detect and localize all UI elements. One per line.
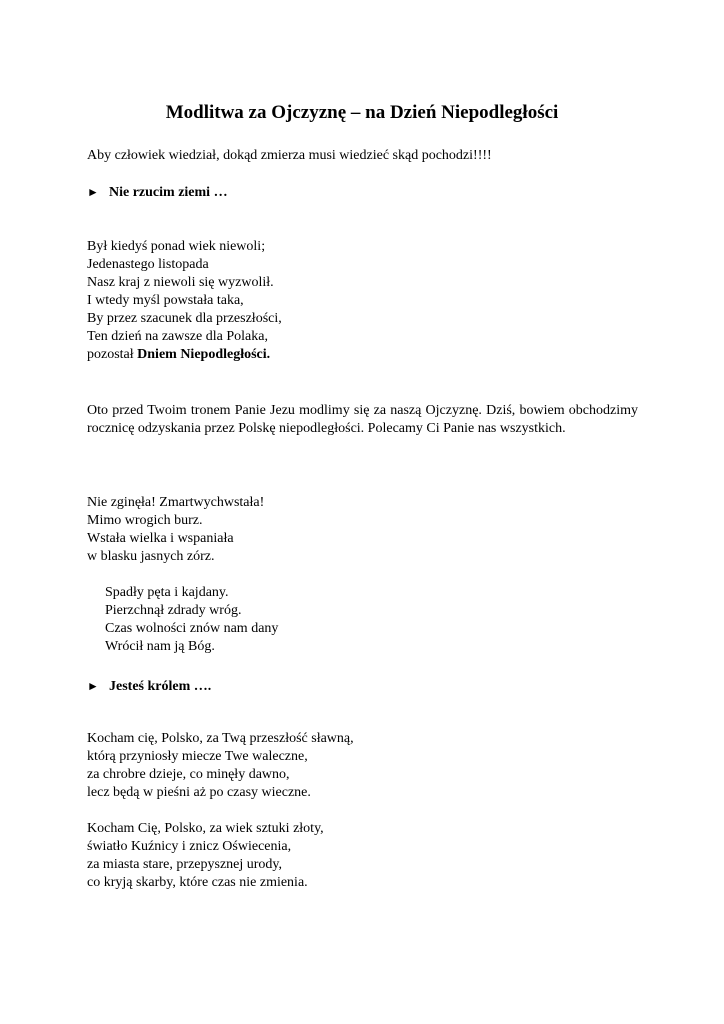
prayer-paragraph: Oto przed Twoim tronem Panie Jezu modlimy się za naszą Ojczyznę. Dziś, bowiem obchodzimy rocznicę odzyskania przez Polskę niepodległości. Polecamy Ci Panie nas wszystkich. — [87, 403, 638, 436]
poem-line: Nasz kraj z niewoli się wyzwolił. — [87, 275, 274, 290]
poem-line: Ten dzień na zawsze dla Polaka, — [87, 329, 268, 344]
poem-line: co kryją skarby, które czas nie zmienia. — [87, 875, 308, 890]
poem-3-stanza-2 — [87, 820, 638, 892]
page-title: Modlitwa za Ojczyznę – na Dzień Niepodległości — [165, 102, 559, 123]
poem-line-bold: Dniem Niepodległości. — [137, 347, 271, 362]
poem-line: lecz będą w pieśni aż po czasy wieczne. — [87, 785, 311, 800]
poem-3-stanza-1 — [87, 730, 638, 802]
poem-line: Pierzchnął zdrady wróg. — [105, 603, 242, 618]
section-heading-2-text: Jesteś królem …. — [109, 679, 212, 694]
poem-line: za miasta stare, przepysznej urody, — [87, 857, 283, 872]
intro-text: Aby człowiek wiedział, dokąd zmierza musi wiedzieć skąd pochodzi!!!! — [87, 148, 492, 163]
poem-line: Wrócił nam ją Bóg. — [105, 639, 215, 654]
poem-line: I wtedy myśl powstała taka, — [87, 293, 244, 308]
poem-line: Jedenastego listopada — [87, 257, 209, 272]
poem-line-last — [87, 346, 638, 364]
poem-line: Spadły pęta i kajdany. — [105, 585, 229, 600]
section-heading-1 — [87, 183, 228, 202]
poem-line: Mimo wrogich burz. — [87, 513, 203, 528]
section-heading-2 — [87, 677, 211, 696]
poem-line: Nie zginęła! Zmartwychwstała! — [87, 495, 265, 510]
poem-line: za chrobre dzieje, co minęły dawno, — [87, 767, 290, 782]
poem-2-stanza-2 — [105, 584, 656, 656]
poem-line: Kocham cię, Polsko, za Twą przeszłość sławną, — [87, 731, 354, 746]
poem-line-prefix: pozostał — [87, 347, 138, 362]
section-heading-1-text: Nie rzucim ziemi … — [109, 185, 228, 200]
poem-2-stanza-1 — [87, 494, 638, 566]
poem-1 — [87, 238, 638, 364]
poem-line: Był kiedyś ponad wiek niewoli; — [87, 239, 266, 254]
poem-line: Czas wolności znów nam dany — [105, 621, 279, 636]
arrow-bullet-icon: ► — [87, 185, 99, 199]
poem-line: Wstała wielka i wspaniała — [87, 531, 234, 546]
arrow-bullet-icon: ► — [87, 679, 99, 693]
poem-line: światło Kuźnicy i znicz Oświecenia, — [87, 839, 292, 854]
poem-line: w blasku jasnych zórz. — [87, 549, 215, 564]
poem-line: By przez szacunek dla przeszłości, — [87, 311, 282, 326]
poem-line: Kocham Cię, Polsko, za wiek sztuki złoty, — [87, 821, 324, 836]
poem-line: którą przyniosły miecze Twe waleczne, — [87, 749, 308, 764]
